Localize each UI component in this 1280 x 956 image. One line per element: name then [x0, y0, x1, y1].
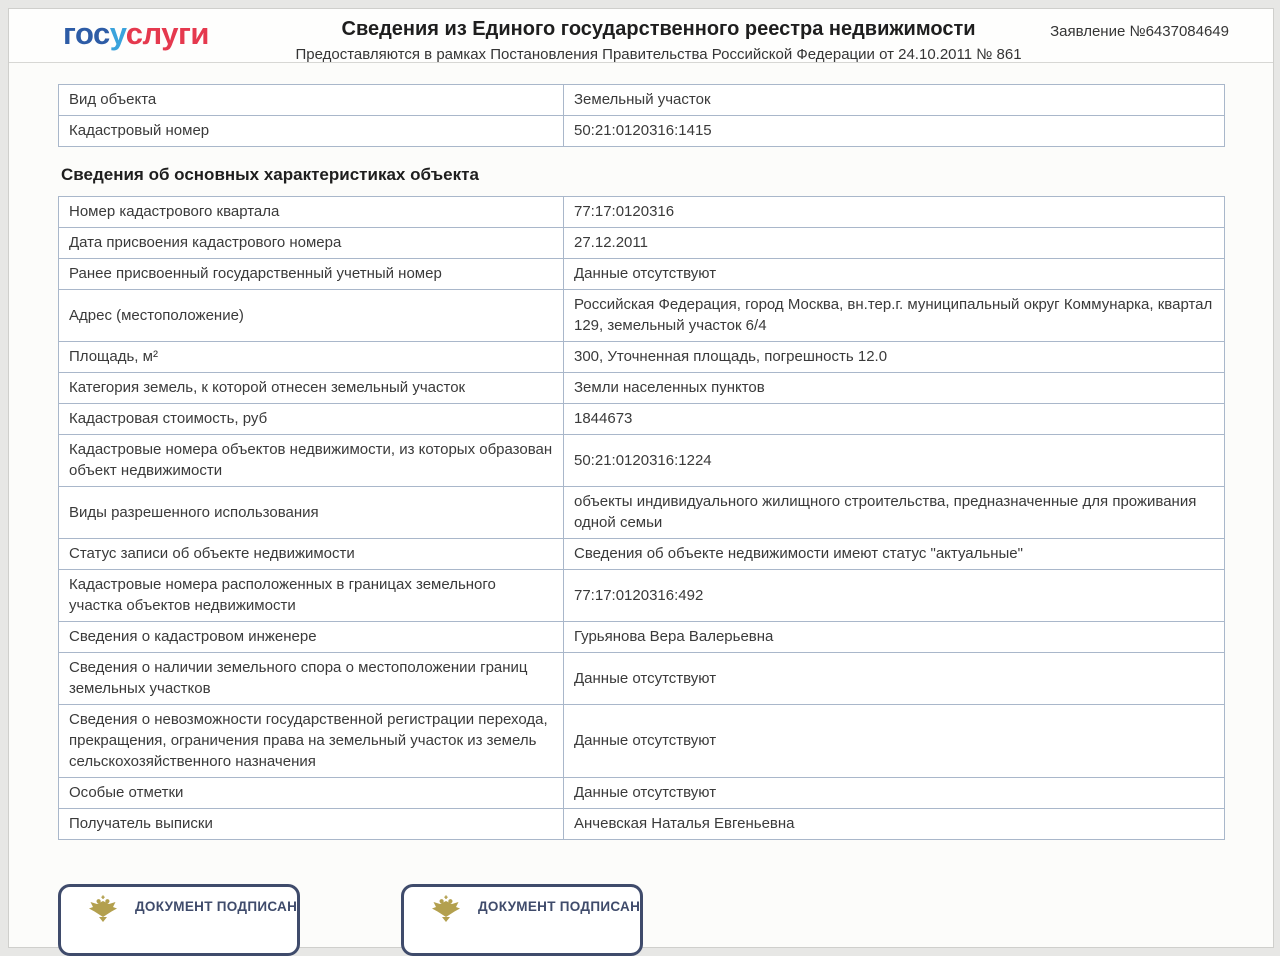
table-row [59, 705, 1225, 778]
row-label: Номер кадастрового квартала [59, 197, 564, 228]
table-row [59, 228, 1225, 259]
row-label: Кадастровые номера объектов недвижимости, из которых образован объект недвижимости [59, 435, 564, 487]
table-row [59, 809, 1225, 840]
row-label: Ранее присвоенный государственный учетный номер [59, 259, 564, 290]
page-title: Сведения из Единого государственного реестра недвижимости [341, 18, 976, 40]
row-label: Статус записи об объекте недвижимости [59, 539, 564, 570]
row-label: Сведения о кадастровом инженере [59, 622, 564, 653]
logo-part-gos: гос [63, 16, 110, 51]
table-row [59, 653, 1225, 705]
russian-eagle-icon [88, 895, 118, 925]
logo-part-slugi: слуги [125, 16, 209, 51]
document-header [9, 9, 1273, 63]
logo-part-u: у [109, 16, 126, 51]
row-label: Адрес (местоположение) [59, 290, 564, 342]
table-row [59, 570, 1225, 622]
row-value: Сведения об объекте недвижимости имеют статус "актуальные" [564, 539, 1225, 570]
row-value: 77:17:0120316 [564, 197, 1225, 228]
row-value: 27.12.2011 [564, 228, 1225, 259]
row-value: Российская Федерация, город Москва, вн.тер.г. муниципальный округ Коммунарка, квартал 129, земельный участок 6/4 [564, 290, 1225, 342]
stamp-title: ДОКУМЕНТ ПОДПИСАН [135, 899, 298, 914]
table-row [59, 487, 1225, 539]
row-label: Категория земель, к которой отнесен земельный участок [59, 373, 564, 404]
row-label: Кадастровый номер [59, 116, 564, 147]
row-value: 77:17:0120316:492 [564, 570, 1225, 622]
row-label: Получатель выписки [59, 809, 564, 840]
application-number: Заявление №6437084649 [1050, 23, 1229, 40]
row-value: Данные отсутствуют [564, 778, 1225, 809]
row-value: 300, Уточненная площадь, погрешность 12.0 [564, 342, 1225, 373]
table-row [59, 778, 1225, 809]
table-row [59, 373, 1225, 404]
row-label: Виды разрешенного использования [59, 487, 564, 539]
table-row [59, 435, 1225, 487]
table-row [59, 290, 1225, 342]
signature-stamp [58, 884, 300, 956]
document-content [9, 63, 1273, 956]
row-label: Дата присвоения кадастрового номера [59, 228, 564, 259]
table-row [59, 622, 1225, 653]
object-summary-table [58, 84, 1225, 147]
table-row [59, 116, 1225, 147]
table-row [59, 539, 1225, 570]
row-label: Кадастровая стоимость, руб [59, 404, 564, 435]
row-value: Данные отсутствуют [564, 653, 1225, 705]
row-value: 1844673 [564, 404, 1225, 435]
table-row [59, 342, 1225, 373]
row-value: Данные отсутствуют [564, 705, 1225, 778]
row-label: Особые отметки [59, 778, 564, 809]
row-value: 50:21:0120316:1224 [564, 435, 1225, 487]
page-subtitle: Предоставляются в рамках Постановления Правительства Российской Федерации от 24.10.2011 № 861 [295, 46, 1022, 63]
russian-eagle-icon [431, 895, 461, 925]
table-row [59, 197, 1225, 228]
document-page [8, 8, 1274, 948]
row-value: Гурьянова Вера Валерьевна [564, 622, 1225, 653]
row-label: Кадастровые номера расположенных в границах земельного участка объектов недвижимости [59, 570, 564, 622]
table-row [59, 404, 1225, 435]
row-label: Площадь, м² [59, 342, 564, 373]
row-value: Анчевская Наталья Евгеньевна [564, 809, 1225, 840]
table-row [59, 85, 1225, 116]
signature-stamps [58, 884, 1225, 956]
row-value: объекты индивидуального жилищного строительства, предназначенные для проживания одной семьи [564, 487, 1225, 539]
stamp-title: ДОКУМЕНТ ПОДПИСАН [478, 899, 641, 914]
row-value: 50:21:0120316:1415 [564, 116, 1225, 147]
row-label: Сведения о наличии земельного спора о местоположении границ земельных участков [59, 653, 564, 705]
section-title: Сведения об основных характеристиках объекта [61, 165, 479, 184]
object-details-table [58, 196, 1225, 840]
signature-stamp [401, 884, 643, 956]
row-value: Данные отсутствуют [564, 259, 1225, 290]
table-row [59, 259, 1225, 290]
row-label: Сведения о невозможности государственной регистрации перехода, прекращения, ограничения права на земельный участок из земель сельскохозяйственного назначения [59, 705, 564, 778]
header-titles [267, 9, 1050, 63]
row-value: Земли населенных пунктов [564, 373, 1225, 404]
row-value: Земельный участок [564, 85, 1225, 116]
row-label: Вид объекта [59, 85, 564, 116]
gosuslugi-logo[interactable] [9, 9, 267, 52]
